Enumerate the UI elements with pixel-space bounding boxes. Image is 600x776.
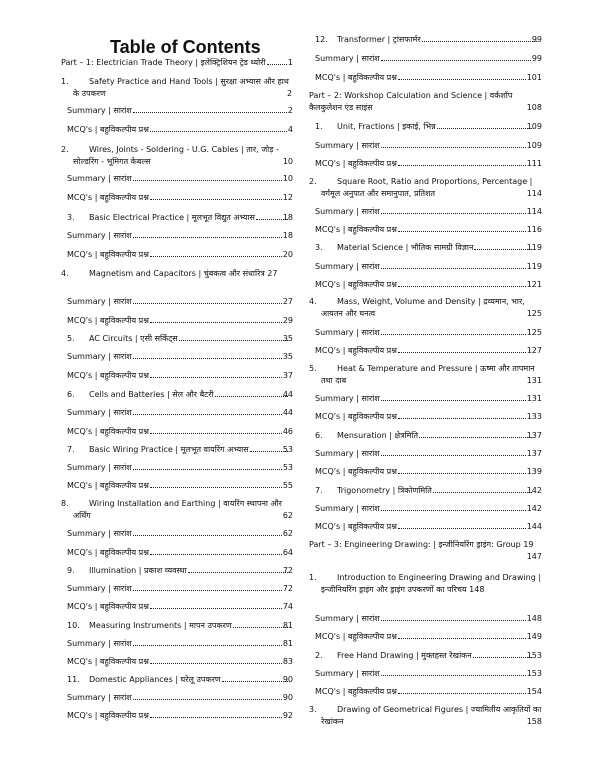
- toc-chapter[interactable]: 10. Measuring Instruments | मापन उपकरण 81: [67, 621, 293, 630]
- toc-mcq[interactable]: MCQ's | बहुविकल्पीय प्रश्न 20: [67, 250, 293, 259]
- toc-chapter[interactable]: 4. Mass, Weight, Volume and Density | द्रव्यमान, भार, आयतन और घनत्व 125: [309, 297, 542, 318]
- toc-mcq[interactable]: MCQ's | बहुविकल्पीय प्रश्न 127: [315, 346, 542, 355]
- toc-chapter[interactable]: 7. Basic Wiring Practice | मूलभूत वायरिंग अभ्यास 53: [67, 445, 293, 454]
- toc-summary[interactable]: Summary | सारांश 109: [315, 141, 542, 150]
- toc-mcq[interactable]: MCQ's | बहुविकल्पीय प्रश्न 83: [67, 657, 293, 666]
- toc-mcq[interactable]: MCQ's | बहुविकल्पीय प्रश्न 29: [67, 316, 293, 325]
- toc-mcq[interactable]: MCQ's | बहुविकल्पीय प्रश्न 149: [315, 632, 542, 641]
- toc-summary[interactable]: Summary | सारांश 53: [67, 463, 293, 472]
- toc-chapter[interactable]: 9. Illumination | प्रकाश व्यवस्था 72: [67, 566, 293, 575]
- toc-summary[interactable]: Summary | सारांश 153: [315, 669, 542, 678]
- toc-mcq[interactable]: MCQ's | बहुविकल्पीय प्रश्न 12: [67, 193, 293, 202]
- toc-mcq[interactable]: MCQ's | बहुविकल्पीय प्रश्न 121: [315, 280, 542, 289]
- toc-mcq[interactable]: MCQ's | बहुविकल्पीय प्रश्न 144: [315, 522, 542, 531]
- toc-part-heading[interactable]: Part – 3: Engineering Drawing: | इन्जीनियरिंग ड्राइंग: Group 19 147: [309, 540, 542, 561]
- toc-chapter[interactable]: 6. Cells and Batteries | सेल और बैटरी 44: [67, 390, 293, 399]
- toc-summary[interactable]: Summary | सारांश 44: [67, 408, 293, 417]
- toc-summary[interactable]: Summary | सारांश 10: [67, 174, 293, 183]
- toc-chapter[interactable]: 6. Mensuration | क्षेत्रमिति 137: [315, 431, 542, 440]
- toc-mcq[interactable]: MCQ's | बहुविकल्पीय प्रश्न 101: [315, 73, 542, 82]
- toc-summary[interactable]: Summary | सारांश 27: [67, 297, 293, 306]
- toc-chapter[interactable]: 5. AC Circuits | एसी सर्किट्स 35: [67, 334, 293, 343]
- toc-chapter[interactable]: 7. Trigonometry | त्रिकोणमिति 142: [315, 486, 542, 495]
- toc-mcq[interactable]: MCQ's | बहुविकल्पीय प्रश्न 116: [315, 225, 542, 234]
- toc-summary[interactable]: Summary | सारांश 18: [67, 231, 293, 240]
- toc-chapter[interactable]: 3. Basic Electrical Practice | मूलभूत विद्युत अभ्यास 18: [67, 213, 293, 222]
- toc-chapter[interactable]: 4. Magnetism and Capacitors | चुंबकत्व और संधारित्र 27: [61, 269, 278, 278]
- toc-part-heading[interactable]: Part – 2: Workshop Calculation and Science | वर्कशॉप कैलकुलेशन एंड साइंस 108: [309, 91, 542, 112]
- toc-summary[interactable]: Summary | सारांश 72: [67, 584, 293, 593]
- toc-summary[interactable]: Summary | सारांश 125: [315, 328, 542, 337]
- toc-chapter[interactable]: 1. Unit, Fractions | इकाई, भिन्न 109: [315, 122, 542, 131]
- toc-mcq[interactable]: MCQ's | बहुविकल्पीय प्रश्न 74: [67, 602, 293, 611]
- toc-summary[interactable]: Summary | सारांश 99: [315, 54, 542, 63]
- toc-summary[interactable]: Summary | सारांश 81: [67, 639, 293, 648]
- toc-mcq[interactable]: MCQ's | बहुविकल्पीय प्रश्न 133: [315, 412, 542, 421]
- toc-summary[interactable]: Summary | सारांश 137: [315, 449, 542, 458]
- toc-mcq[interactable]: MCQ's | बहुविकल्पीय प्रश्न 92: [67, 711, 293, 720]
- toc-mcq[interactable]: MCQ's | बहुविकल्पीय प्रश्न 64: [67, 548, 293, 557]
- toc-summary[interactable]: Summary | सारांश 2: [67, 106, 293, 115]
- toc-mcq[interactable]: MCQ's | बहुविकल्पीय प्रश्न 139: [315, 467, 542, 476]
- toc-part-heading[interactable]: Part – 1: Electrician Trade Theory | इलेक्ट्रिशियन ट्रेड थ्योरी 1: [61, 58, 293, 67]
- toc-chapter[interactable]: 2. Wires, Joints - Soldering - U.G. Cables | तार, जोड़ - सोल्डरिंग - भूमिगत केबल्स 10: [61, 145, 293, 166]
- toc-chapter[interactable]: 1. Safety Practice and Hand Tools | सुरक्षा अभ्यास और हाथ के उपकरण 2: [61, 77, 293, 98]
- toc-chapter[interactable]: 2. Free Hand Drawing | मुक्तहस्त रेखांकन 153: [315, 651, 542, 660]
- toc-summary[interactable]: Summary | सारांश 142: [315, 504, 542, 513]
- page-title: Table of Contents: [110, 37, 261, 57]
- toc-chapter[interactable]: 3. Material Science | भौतिक सामग्री विज्ञान 119: [315, 243, 542, 252]
- toc-summary[interactable]: Summary | सारांश 148: [315, 614, 542, 623]
- toc-summary[interactable]: Summary | सारांश 90: [67, 693, 293, 702]
- toc-summary[interactable]: Summary | सारांश 35: [67, 352, 293, 361]
- toc-chapter[interactable]: 1. Introduction to Engineering Drawing and Drawing | इन्जीनियरिंग ड्राइंग और ड्राइंग उपकरणों का परिचय 148: [309, 573, 542, 594]
- toc-summary[interactable]: Summary | सारांश 119: [315, 262, 542, 271]
- toc-mcq[interactable]: MCQ's | बहुविकल्पीय प्रश्न 111: [315, 159, 542, 168]
- toc-chapter[interactable]: 5. Heat & Temperature and Pressure | ऊष्मा और तापमान तथा दाब 131: [309, 364, 542, 385]
- toc-chapter[interactable]: 3. Drawing of Geometrical Figures | ज्यामितीय आकृतियों का रेखांकन 158: [309, 705, 542, 726]
- toc-chapter[interactable]: 12. Transformer | ट्रांसफार्मर 99: [315, 35, 542, 44]
- toc-chapter[interactable]: 11. Domestic Appliances | घरेलू उपकरण 90: [67, 675, 293, 684]
- toc-summary[interactable]: Summary | सारांश 131: [315, 394, 542, 403]
- toc-summary[interactable]: Summary | सारांश 62: [67, 529, 293, 538]
- toc-mcq[interactable]: MCQ's | बहुविकल्पीय प्रश्न 154: [315, 687, 542, 696]
- toc-mcq[interactable]: MCQ's | बहुविकल्पीय प्रश्न 4: [67, 125, 293, 134]
- toc-mcq[interactable]: MCQ's | बहुविकल्पीय प्रश्न 37: [67, 371, 293, 380]
- toc-mcq[interactable]: MCQ's | बहुविकल्पीय प्रश्न 46: [67, 427, 293, 436]
- toc-chapter[interactable]: 2. Square Root, Ratio and Proportions, Percentage | वर्गमूल अनुपात और समानुपात, प्रतिशत 114: [309, 177, 542, 198]
- toc-summary[interactable]: Summary | सारांश 114: [315, 207, 542, 216]
- toc-chapter[interactable]: 8. Wiring Installation and Earthing | वायरिंग स्थापना और अर्थिंग 62: [61, 499, 293, 520]
- toc-mcq[interactable]: MCQ's | बहुविकल्पीय प्रश्न 55: [67, 481, 293, 490]
